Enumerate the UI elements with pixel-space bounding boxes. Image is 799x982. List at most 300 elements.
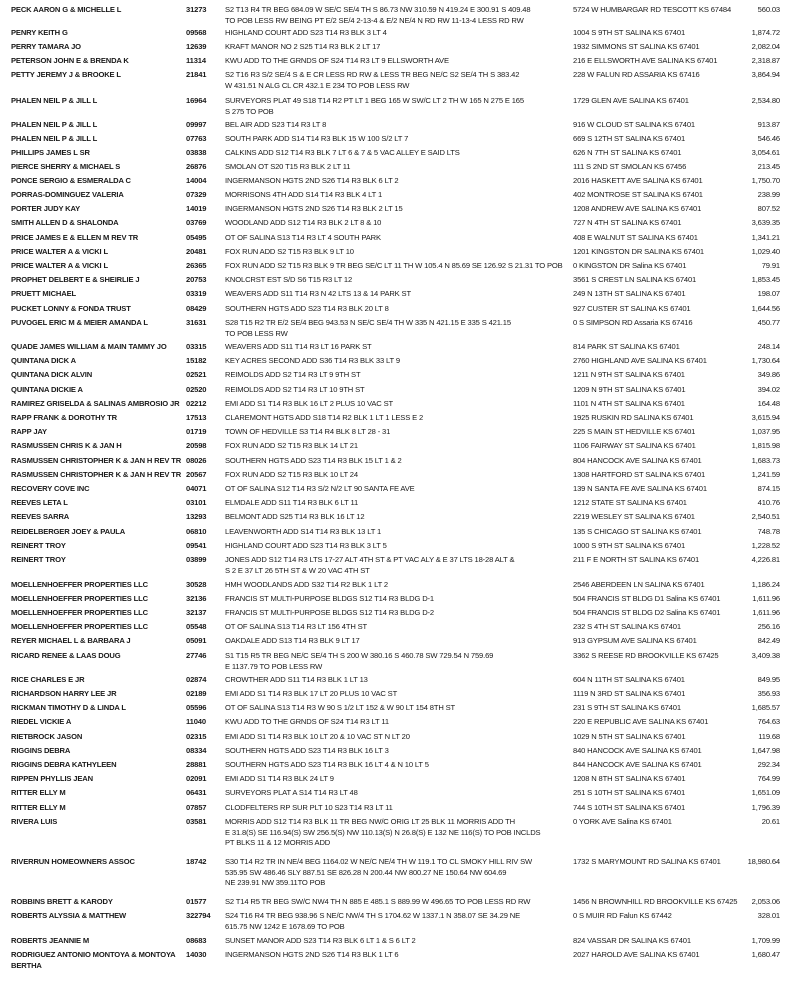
legal-description-line: 615.75 NW 1242 E 1678.69 TO POB [225,921,345,931]
legal-description [225,162,570,173]
legal-description-line: S 275 TO POB [225,106,274,116]
tax-amount: 3,615.94 [751,413,780,422]
legal-description-line: HMH WOODLANDS ADD S32 T14 R2 BLK 1 LT 2 [225,580,388,589]
tax-amount: 842.49 [757,636,780,645]
owner-name: PORTER JUDY KAY [11,204,81,213]
tax-amount: 1,680.47 [751,950,780,959]
tax-amount: 164.48 [757,399,780,408]
legal-description [225,28,570,39]
legal-description-line: KEY ACRES SECOND ADD S36 T14 R3 BLK 33 LT 9 [225,356,400,365]
owner-name: PHALEN NEIL P & JILL L [11,96,98,105]
parcel-number: 05495 [186,233,207,242]
legal-description-line: KNOLCRST EST S/D S6 T15 R3 LT 12 [225,275,353,284]
tax-amount: 1,874.72 [751,28,780,37]
owner-name: RIPPEN PHYLLIS JEAN [11,774,93,783]
legal-description-line: MORRISONS 4TH ADD S14 T14 R3 BLK 4 LT 1 [225,190,383,199]
parcel-number: 03838 [186,148,207,157]
legal-description-line: BELMONT ADD S25 T14 R3 BLK 16 LT 12 [225,512,365,521]
legal-description-line: CROWTHER ADD S11 T14 R3 BLK 1 LT 13 [225,675,368,684]
parcel-number: 20567 [186,470,207,479]
owner-name: PORRAS-DOMINGUEZ VALERIA [11,190,124,199]
legal-description [225,289,570,300]
legal-description-line: SUNSET MANOR ADD S23 T14 R3 BLK 6 LT 1 & S 6 LT 2 [225,936,416,945]
property-address: 1732 S MARYMOUNT RD SALINA KS 67401 [573,857,721,866]
tax-amount: 3,054.61 [751,148,780,157]
property-address: 3362 S REESE RD BROOKVILLE KS 67425 [573,651,719,660]
property-address: 804 HANCOCK AVE SALINA KS 67401 [573,456,702,465]
legal-description [225,746,570,757]
owner-name: PETERSON JOHN E & BRENDA K [11,56,129,65]
parcel-number: 08429 [186,304,207,313]
property-address: 840 HANCOCK AVE SALINA KS 67401 [573,746,702,755]
owner-name: PUCKET LONNY & FONDA TRUST [11,304,131,313]
property-address: 1456 N BROWNHILL RD BROOKVILLE KS 67425 [573,897,738,906]
parcel-number: 09997 [186,120,207,129]
tax-amount: 238.99 [757,190,780,199]
tax-amount: 1,815.98 [751,441,780,450]
legal-description [225,774,570,785]
property-address: 913 GYPSUM AVE SALINA KS 67401 [573,636,697,645]
property-address: 3561 S CREST LN SALINA KS 67401 [573,275,697,284]
legal-description [225,717,570,728]
owner-name: MOELLENHOEFFER PROPERTIES LLC [11,608,148,617]
owner-name: RIVERA LUIS [11,817,58,826]
property-address: 927 CUSTER ST SALINA KS 67401 [573,304,691,313]
tax-amount: 410.76 [757,498,780,507]
parcel-number: 31273 [186,5,207,14]
property-address: 2546 ABERDEEN LN SALINA KS 67401 [573,580,705,589]
owner-name: PROPHET DELBERT E & SHEIRLIE J [11,275,140,284]
parcel-number: 07763 [186,134,207,143]
legal-description [225,176,570,187]
legal-description [225,470,570,481]
property-address: 2219 WESLEY ST SALINA KS 67401 [573,512,695,521]
owner-name: MOELLENHOEFFER PROPERTIES LLC [11,622,148,631]
property-address: 2760 HIGHLAND AVE SALINA KS 67401 [573,356,707,365]
parcel-number: 08026 [186,456,207,465]
legal-description-line: WEAVERS ADD S11 T14 R3 N 42 LTS 13 & 14 PARK ST [225,289,411,298]
tax-amount: 256.16 [757,622,780,631]
legal-description [225,541,570,552]
tax-amount: 3,639.35 [751,218,780,227]
parcel-number: 02874 [186,675,207,684]
legal-description [225,275,570,286]
parcel-number: 02212 [186,399,207,408]
tax-amount: 79.91 [761,261,780,270]
tax-amount: 1,611.96 [752,608,780,617]
legal-description-line: NE 239.91 NW 359.11TO POB [225,878,326,888]
owner-name: PETTY JEREMY J & BROOKE L [11,70,121,79]
property-address: 1212 STATE ST SALINA KS 67401 [573,498,687,507]
tax-amount: 450.77 [757,318,780,327]
legal-description-line: FOX RUN ADD S2 T15 R3 BLK 14 LT 21 [225,441,358,450]
property-address: 249 N 13TH ST SALINA KS 67401 [573,289,686,298]
legal-description-line: SMOLAN OT S20 T15 R3 BLK 2 LT 11 [225,162,351,171]
parcel-number: 06810 [186,527,207,536]
parcel-number: 03101 [186,498,207,507]
parcel-number: 03769 [186,218,207,227]
property-address: 402 MONTROSE ST SALINA KS 67401 [573,190,703,199]
owner-name: RASMUSSEN CHRIS K & JAN H [11,441,122,450]
legal-description [225,134,570,145]
owner-name: RODRIGUEZ ANTONIO MONTOYA & MONTOYA BERTHA [11,950,176,970]
tax-amount: 1,730.64 [751,356,780,365]
property-address: 231 S 9TH ST SALINA KS 67401 [573,703,681,712]
parcel-number: 01577 [186,897,207,906]
owner-name: PRICE JAMES E & ELLEN M REV TR [11,233,139,242]
property-address: 2016 HASKETT AVE SALINA KS 67401 [573,176,703,185]
legal-description-line: OT OF SALINA S13 T14 R3 LT 156 4TH ST [225,622,368,631]
parcel-number: 11314 [186,56,206,65]
legal-description [225,261,570,272]
legal-description-line: S24 T16 R4 TR BEG 938.96 S NE/C NW/4 TH S 1704.62 W 1337.1 N 358.07 SE 34.29 NE [225,911,521,920]
legal-description-line: FRANCIS ST MULTI-PURPOSE BLDGS S12 T14 R3 BLDG D-2 [225,608,434,617]
parcel-number: 05548 [186,622,207,631]
legal-description [225,5,570,26]
legal-description-line: JONES ADD S12 T14 R3 LTS 17-27 ALT 4TH ST & PT VAC ALY & E 37 LTS 18-28 ALT & [225,555,515,564]
legal-description [225,218,570,229]
legal-description [225,96,570,117]
legal-description [225,857,570,889]
owner-name: RAPP JAY [11,427,47,436]
property-address: 1308 HARTFORD ST SALINA KS 67401 [573,470,706,479]
legal-description-line: SURVEYORS PLAT A S14 T14 R3 LT 48 [225,788,358,797]
legal-description [225,356,570,367]
owner-name: REIDELBERGER JOEY & PAULA [11,527,126,536]
property-address: 1101 N 4TH ST SALINA KS 67401 [573,399,685,408]
property-address: 824 VASSAR DR SALINA KS 67401 [573,936,691,945]
legal-description [225,484,570,495]
parcel-number: 04071 [186,484,207,493]
tax-amount: 328.01 [757,911,780,920]
property-address: 1029 N 5TH ST SALINA KS 67401 [573,732,686,741]
parcel-number: 30528 [186,580,207,589]
legal-description [225,304,570,315]
owner-name: RIEDEL VICKIE A [11,717,72,726]
legal-description-line: REIMOLDS ADD S2 T14 R3 LT 10 9TH ST [225,385,365,394]
legal-description [225,608,570,619]
owner-name: RITTER ELLY M [11,788,66,797]
property-address: 225 S MAIN ST HEDVILLE KS 67401 [573,427,696,436]
legal-description-line: 535.95 SW 486.46 SLY 887.51 SE 826.28 N 200.44 NW 800.27 NE 150.64 NW 604.69 [225,867,507,877]
property-address: 1000 S 9TH ST SALINA KS 67401 [573,541,686,550]
tax-amount: 1,644.56 [751,304,780,313]
tax-amount: 1,750.70 [751,176,780,185]
property-address: 228 W FALUN RD ASSARIA KS 67416 [573,70,700,79]
property-address: 916 W CLOUD ST SALINA KS 67401 [573,120,695,129]
tax-amount: 2,534.80 [751,96,780,105]
legal-description-line: OAKDALE ADD S13 T14 R3 BLK 9 LT 17 [225,636,360,645]
property-address: 0 YORK AVE Salina KS 67401 [573,817,672,826]
owner-name: PRUETT MICHAEL [11,289,76,298]
legal-description-line: FOX RUN ADD S2 T15 R3 BLK 10 LT 24 [225,470,358,479]
owner-name: REYER MICHAEL L & BARBARA J [11,636,131,645]
tax-amount: 3,864.94 [751,70,780,79]
legal-description-line: E 31.8(S) SE 116.94(S) SW 256.5(S) NW 110.13(S) N 26.8(S) E 132 NE 116(S) TO POB INCLDS [225,827,541,837]
tax-amount: 849.95 [757,675,780,684]
property-address: 626 N 7TH ST SALINA KS 67401 [573,148,682,157]
owner-name: PHALEN NEIL P & JILL L [11,134,98,143]
legal-description [225,456,570,467]
parcel-number: 21841 [186,70,207,79]
parcel-number: 32137 [186,608,207,617]
tax-amount: 2,082.04 [751,42,780,51]
parcel-number: 08683 [186,936,207,945]
parcel-number: 08334 [186,746,207,755]
owner-name: ROBERTS JEANNIE M [11,936,90,945]
tax-amount: 349.86 [757,370,780,379]
legal-description-line: EMI ADD S1 T14 R3 BLK 10 LT 20 & 10 VAC ST N LT 20 [225,732,410,741]
parcel-number: 322794 [186,911,211,920]
property-address: 844 HANCOCK AVE SALINA KS 67401 [573,760,702,769]
legal-description [225,247,570,258]
legal-description [225,788,570,799]
owner-name: ROBBINS BRETT & KARODY [11,897,113,906]
property-address: 1729 GLEN AVE SALINA KS 67401 [573,96,689,105]
legal-description-line: S2 T13 R4 TR BEG 684.09 W SE/C SE/4 TH S 86.73 NW 310.59 N 419.24 E 300.91 S 409.48 [225,5,531,14]
property-address: 0 S SIMPSON RD Assaria KS 67416 [573,318,693,327]
tax-amount: 1,228.52 [751,541,780,550]
legal-description-line: CALKINS ADD S12 T14 R3 BLK 7 LT 6 & 7 & 5 VAC ALLEY E SAID LTS [225,148,460,157]
tax-amount: 748.78 [757,527,780,536]
owner-name: PRICE WALTER A & VICKI L [11,261,108,270]
owner-name: REINERT TROY [11,555,66,564]
parcel-number: 26876 [186,162,207,171]
property-address: 2027 HAROLD AVE SALINA KS 67401 [573,950,700,959]
tax-amount: 213.45 [757,162,780,171]
tax-amount: 764.99 [757,774,780,783]
property-address: 1211 N 9TH ST SALINA KS 67401 [573,370,685,379]
parcel-number: 15182 [186,356,207,365]
legal-description [225,689,570,700]
tax-amount: 4,226.81 [751,555,780,564]
tax-amount: 3,409.38 [751,651,780,660]
owner-name: RIGGINS DEBRA KATHYLEEN [11,760,117,769]
tax-amount: 1,241.59 [751,470,780,479]
legal-description-line: HIGHLAND COURT ADD S23 T14 R3 BLK 3 LT 5 [225,541,387,550]
legal-description [225,413,570,424]
tax-amount: 2,318.87 [751,56,780,65]
tax-amount: 248.14 [757,342,780,351]
legal-description-line: WEAVERS ADD S11 T14 R3 LT 16 PARK ST [225,342,372,351]
legal-description [225,233,570,244]
tax-amount: 2,540.51 [751,512,780,521]
parcel-number: 09568 [186,28,207,37]
legal-description [225,427,570,438]
tax-amount: 546.46 [757,134,780,143]
property-address: 135 S CHICAGO ST SALINA KS 67401 [573,527,702,536]
legal-description-line: PT BLKS 11 & 12 MORRIS ADD [225,838,331,848]
legal-description [225,148,570,159]
tax-amount: 394.02 [757,385,780,394]
legal-description [225,120,570,131]
property-address: 1004 S 9TH ST SALINA KS 67401 [573,28,686,37]
parcel-number: 13293 [186,512,207,521]
parcel-number: 02189 [186,689,207,698]
tax-amount: 292.34 [757,760,780,769]
legal-description-line: INGERMANSON HGTS 2ND S26 T14 R3 BLK 1 LT 6 [225,950,399,959]
parcel-number: 05596 [186,703,207,712]
legal-description-line: KWU ADD TO THE GRNDS OF S24 T14 R3 LT 11 [225,717,389,726]
legal-description-line: W 431.51 N ALG CL CR 432.1 E 234 TO POB LESS RW [225,80,410,90]
tax-amount: 1,709.99 [751,936,780,945]
parcel-number: 20753 [186,275,207,284]
owner-name: REINERT TROY [11,541,66,550]
owner-name: PUVOGEL ERIC M & MEIER AMANDA L [11,318,148,327]
owner-name: RITTER ELLY M [11,803,66,812]
owner-name: REEVES SARRA [11,512,70,521]
property-address: 1106 FAIRWAY ST SALINA KS 67401 [573,441,696,450]
legal-description-line: OT OF SALINA S12 T14 R3 S/2 N/2 LT 90 SANTA FE AVE [225,484,415,493]
tax-amount: 560.03 [757,5,780,14]
property-address: 604 N 11TH ST SALINA KS 67401 [573,675,685,684]
owner-name: PHILLIPS JAMES L SR [11,148,90,157]
legal-description [225,594,570,605]
legal-description-line: INGERMANSON HGTS 2ND S26 T14 R3 BLK 2 LT 15 [225,204,403,213]
legal-description-line: S2 T14 R5 TR BEG SW/C NW4 TH N 885 E 485.1 S 889.99 W 496.65 TO POB LESS RD RW [225,897,531,906]
legal-description-line: REIMOLDS ADD S2 T14 R3 LT 9 9TH ST [225,370,361,379]
legal-description-line: EMI ADD S1 T14 R3 BLK 17 LT 20 PLUS 10 VAC ST [225,689,398,698]
tax-amount: 807.52 [757,204,780,213]
parcel-number: 14004 [186,176,207,185]
legal-description-line: WOODLAND ADD S12 T14 R3 BLK 2 LT 8 & 10 [225,218,382,227]
legal-description [225,803,570,814]
tax-amount: 1,685.57 [751,703,780,712]
parcel-number: 18742 [186,857,207,866]
parcel-number: 20481 [186,247,207,256]
legal-description-line: HIGHLAND COURT ADD S23 T14 R3 BLK 3 LT 4 [225,28,387,37]
owner-name: QUINTANA DICK ALVIN [11,370,93,379]
property-address: 504 FRANCIS ST BLDG D2 Salina KS 67401 [573,608,721,617]
tax-amount: 1,186.24 [751,580,780,589]
legal-description [225,580,570,591]
legal-description [225,950,570,961]
legal-description-line: SOUTHERN HGTS ADD S23 T14 R3 BLK 16 LT 4 & N 10 LT 5 [225,760,429,769]
owner-name: REEVES LETA L [11,498,68,507]
owner-name: PIERCE SHERRY & MICHAEL S [11,162,121,171]
property-address: 1119 N 3RD ST SALINA KS 67401 [573,689,686,698]
parcel-number: 02520 [186,385,207,394]
legal-description-line: KWU ADD TO THE GRNDS OF S24 T14 R3 LT 9 ELLSWORTH AVE [225,56,449,65]
owner-name: RECOVERY COVE INC [11,484,90,493]
parcel-number: 03899 [186,555,207,564]
legal-description-line: BEL AIR ADD S23 T14 R3 LT 8 [225,120,327,129]
property-address: 744 S 10TH ST SALINA KS 67401 [573,803,686,812]
legal-description [225,399,570,410]
owner-name: RICHARDSON HARRY LEE JR [11,689,117,698]
legal-description-line: E 1137.79 TO POB LESS RW [225,661,323,671]
property-address: 0 S MUIR RD Falun KS 67442 [573,911,672,920]
legal-description [225,385,570,396]
owner-name: RAPP FRANK & DOROTHY TR [11,413,117,422]
owner-name: RIVERRUN HOMEOWNERS ASSOC [11,857,135,866]
owner-name: PRICE WALTER A & VICKI L [11,247,108,256]
legal-description [225,675,570,686]
property-address: 727 N 4TH ST SALINA KS 67401 [573,218,682,227]
tax-amount: 18,980.64 [747,857,780,866]
tax-amount: 198.07 [757,289,780,298]
legal-description [225,760,570,771]
tax-amount: 119.68 [758,732,780,741]
legal-description [225,318,570,339]
legal-description-line: SOUTHERN HGTS ADD S23 T14 R3 BLK 20 LT 8 [225,304,389,313]
tax-amount: 1,796.39 [751,803,780,812]
owner-name: PERRY TAMARA JO [11,42,81,51]
legal-description [225,512,570,523]
property-address: 669 S 12TH ST SALINA KS 67401 [573,134,686,143]
tax-amount: 20.61 [761,817,780,826]
parcel-number: 05091 [186,636,207,645]
property-address: 0 KINGSTON DR Salina KS 67401 [573,261,687,270]
parcel-number: 12639 [186,42,207,51]
legal-description-line: TO POB LESS RW [225,328,288,338]
parcel-number: 26365 [186,261,207,270]
owner-name: MOELLENHOEFFER PROPERTIES LLC [11,580,148,589]
legal-description [225,190,570,201]
owner-name: PONCE SERGIO & ESMERALDA C [11,176,131,185]
parcel-number: 07329 [186,190,207,199]
owner-name: MOELLENHOEFFER PROPERTIES LLC [11,594,148,603]
tax-amount: 1,683.73 [751,456,780,465]
parcel-number: 27746 [186,651,207,660]
property-address: 1208 ANDREW AVE SALINA KS 67401 [573,204,702,213]
legal-description-line: SURVEYORS PLAT 49 S18 T14 R2 PT LT 1 BEG 165 W SW/C LT 2 TH W 165 N 275 E 165 [225,96,524,105]
owner-name: QUADE JAMES WILLIAM & MAIN TAMMY JO [11,342,167,351]
legal-description [225,703,570,714]
tax-amount: 874.15 [757,484,780,493]
legal-description-line: FOX RUN ADD S2 T15 R3 BLK 9 LT 10 [225,247,354,256]
legal-description [225,342,570,353]
legal-description-line: SOUTH PARK ADD S14 T14 R3 BLK 15 W 100 S/2 LT 7 [225,134,409,143]
tax-amount: 1,651.09 [751,788,780,797]
parcel-number: 02091 [186,774,207,783]
tax-amount: 1,037.95 [751,427,780,436]
legal-description [225,370,570,381]
legal-description [225,911,570,932]
legal-description-line: ELMDALE ADD S11 T14 R3 BLK 6 LT 11 [225,498,359,507]
parcel-number: 01719 [186,427,207,436]
parcel-number: 06431 [186,788,207,797]
parcel-number: 03319 [186,289,207,298]
tax-amount: 1,647.98 [751,746,780,755]
tax-amount: 764.63 [757,717,780,726]
legal-description-line: TO POB LESS RW BEING PT E/2 SE/4 2-13-4 & E/2 NE/4 N RD RW 11-13-4 LESS RD RW [225,15,524,25]
property-address: 111 S 2ND ST SMOLAN KS 67456 [573,162,687,171]
parcel-number: 14030 [186,950,207,959]
legal-description-line: EMI ADD S1 T14 R3 BLK 24 LT 9 [225,774,334,783]
property-address: 1201 KINGSTON DR SALINA KS 67401 [573,247,704,256]
property-address: 1932 SIMMONS ST SALINA KS 67401 [573,42,700,51]
owner-name: RICE CHARLES E JR [11,675,85,684]
legal-description [225,441,570,452]
property-address: 139 N SANTA FE AVE SALINA KS 67401 [573,484,707,493]
parcel-number: 11040 [186,717,206,726]
parcel-number: 28881 [186,760,207,769]
legal-description-line: FOX RUN ADD S2 T15 R3 BLK 9 TR BEG SE/C LT 11 TH W 105.4 N 85.69 SE 126.92 S 21.31 TO POB [225,261,563,270]
property-address: 251 S 10TH ST SALINA KS 67401 [573,788,686,797]
legal-description [225,56,570,67]
legal-description [225,817,570,849]
property-address: 1209 N 9TH ST SALINA KS 67401 [573,385,686,394]
parcel-number: 03581 [186,817,207,826]
legal-description-line: S 2 E 37 LT 26 5TH ST & W 20 VAC 4TH ST [225,565,370,575]
legal-description [225,42,570,53]
legal-description-line: KRAFT MANOR NO 2 S25 T14 R3 BLK 2 LT 17 [225,42,381,51]
owner-name: QUINTANA DICKIE A [11,385,83,394]
tax-amount: 1,853.45 [751,275,780,284]
owner-name: RASMUSSEN CHRISTOPHER K & JAN H REV TR [11,470,182,479]
legal-description-line: S1 T15 R5 TR BEG NE/C SE/4 TH S 200 W 380.16 S 460.78 SW 729.54 N 759.69 [225,651,494,660]
